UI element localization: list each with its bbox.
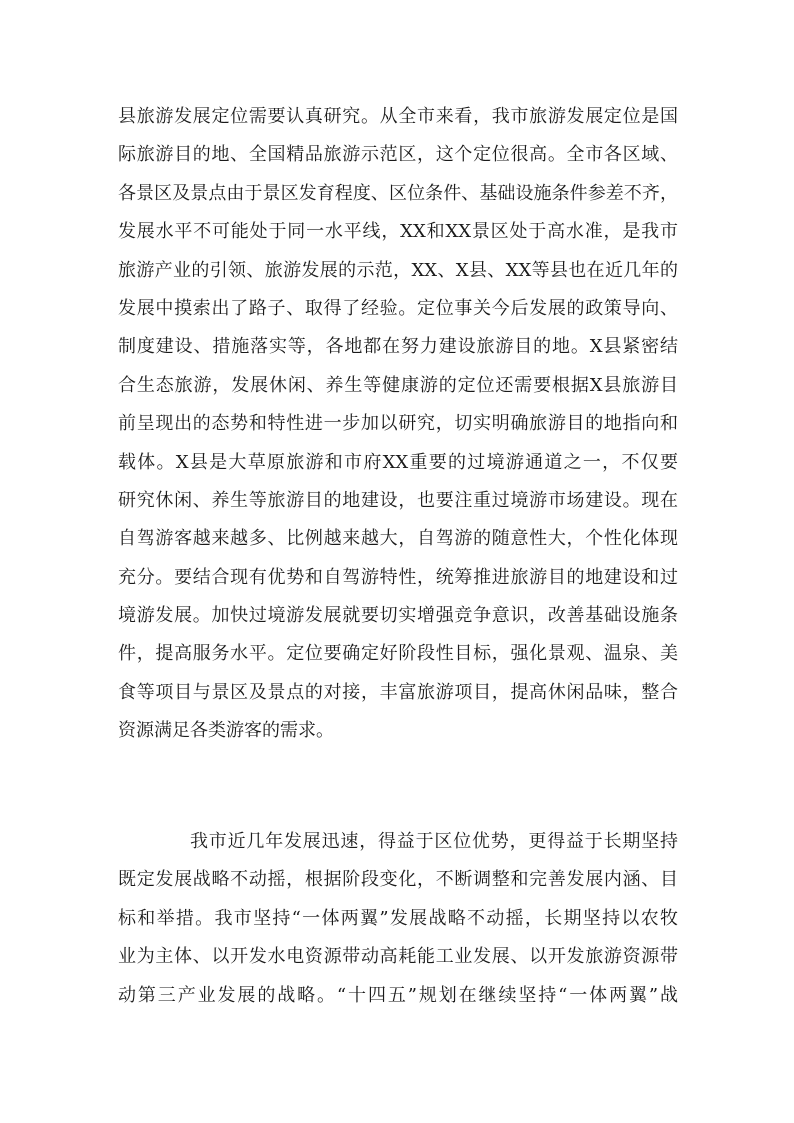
paragraph-1-line: 食等项目与景区及景点的对接，丰富旅游项目，提高休闲品味，整合 <box>118 681 678 703</box>
paragraph-2 <box>118 823 678 1015</box>
paragraph-2-line: 标和举措。我市坚持“一体两翼”发展战略不动摇，长期坚持以农牧 <box>118 907 678 929</box>
paragraph-1-line: 前呈现出的态势和特性进一步加以研究，切实明确旅游目的地指向和 <box>118 413 678 435</box>
paragraph-1-line: 际旅游目的地、全国精品旅游示范区，这个定位很高。全市各区域、 <box>118 144 678 166</box>
paragraph-1-line: 县旅游发展定位需要认真研究。从全市来看，我市旅游发展定位是国 <box>118 106 678 127</box>
paragraph-1-line: 充分。要结合现有优势和自驾游特性，统筹推进旅游目的地建设和过 <box>118 566 678 588</box>
paragraph-2-line: 动第三产业发展的战略。“十四五”规划在继续坚持“一体两翼”战 <box>118 984 678 1006</box>
paragraph-1-line: 境游发展。加快过境游发展就要切实增强竞争意识，改善基础设施条 <box>118 605 678 627</box>
paragraph-1-line: 合生态旅游，发展休闲、养生等健康游的定位还需要根据X县旅游目 <box>118 374 678 396</box>
paragraph-2-line: 业为主体、以开发水电资源带动高耗能工业发展、以开发旅游资源带 <box>118 946 678 968</box>
paragraph-1-line: 资源满足各类游客的需求。 <box>118 720 334 742</box>
paragraph-1-line: 件，提高服务水平。定位要确定好阶段性目标，强化景观、温泉、美 <box>118 643 678 665</box>
paragraph-1-line: 发展水平不可能处于同一水平线，XX和XX景区处于高水准，是我市 <box>118 221 678 243</box>
paragraph-1-line: 研究休闲、养生等旅游目的地建设，也要注重过境游市场建设。现在 <box>118 489 678 511</box>
paragraph-1-line: 旅游产业的引领、旅游发展的示范，XX、X县、XX等县也在近几年的 <box>118 259 678 281</box>
paragraph-1 <box>118 98 678 751</box>
paragraph-1-line: 载体。X县是大草原旅游和市府XX重要的过境游通道之一，不仅要 <box>118 451 678 473</box>
paragraph-1-line: 自驾游客越来越多、比例越来越大，自驾游的随意性大，个性化体现 <box>118 528 678 550</box>
paragraph-2-line: 既定发展战略不动摇，根据阶段变化，不断调整和完善发展内涵、目 <box>118 869 678 891</box>
paragraph-1-line: 制度建设、措施落实等，各地都在努力建设旅游目的地。X县紧密结 <box>118 336 678 358</box>
paragraph-2-line: 我市近几年发展迅速，得益于区位优势，更得益于长期坚持 <box>190 831 678 852</box>
paragraph-1-line: 发展中摸索出了路子、取得了经验。定位事关今后发展的政策导向、 <box>118 297 678 319</box>
paragraph-1-line: 各景区及景点由于景区发育程度、区位条件、基础设施条件参差不齐， <box>118 182 678 204</box>
